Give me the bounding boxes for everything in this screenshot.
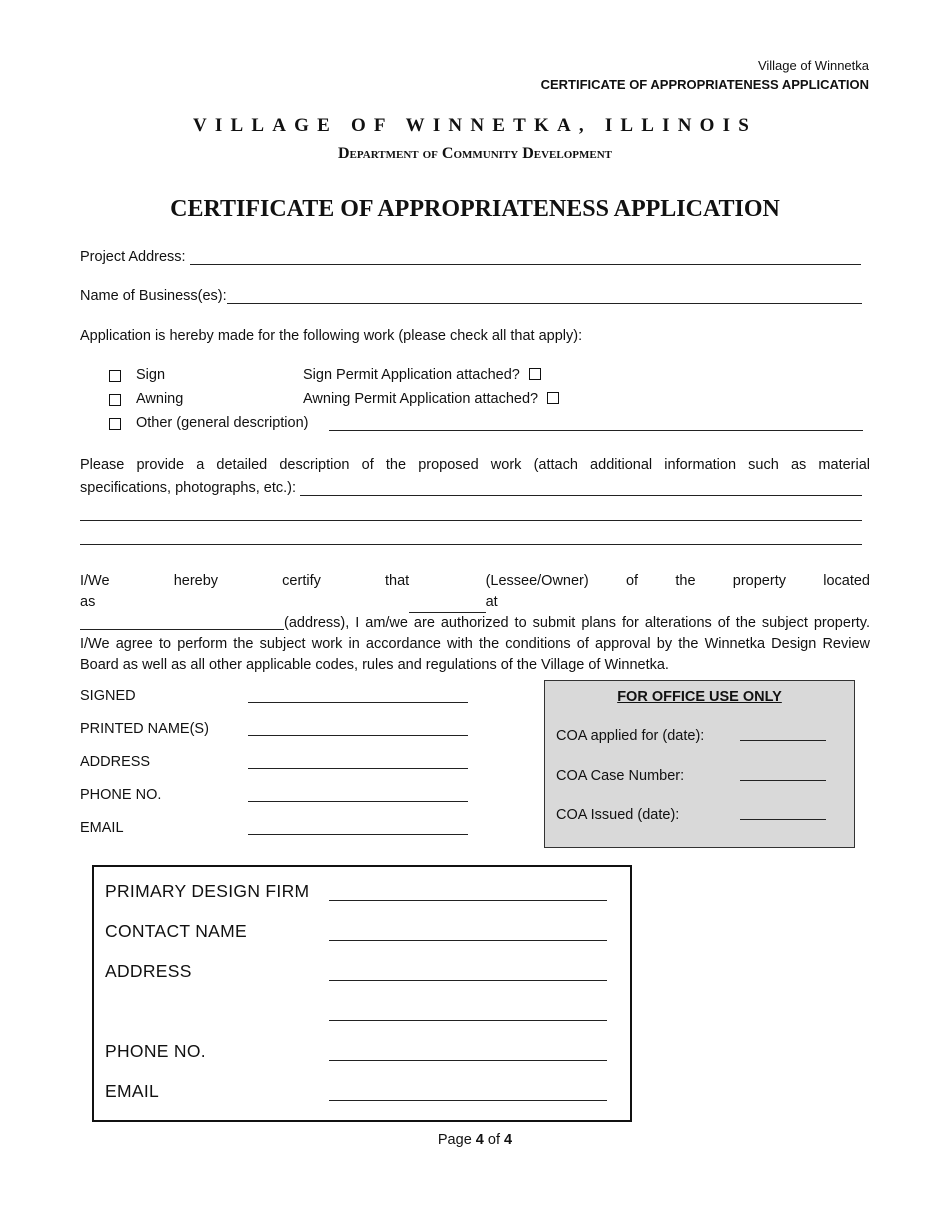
design-address-line-2[interactable]: [329, 1020, 607, 1021]
certification-paragraph: [80, 571, 870, 676]
design-row: [105, 1041, 610, 1065]
other-label: Other (general description): [136, 415, 309, 431]
coa-issued-label: COA Issued (date):: [556, 807, 680, 823]
description-label: specifications, photographs, etc.):: [80, 480, 297, 496]
coa-applied-label: COA applied for (date):: [556, 728, 705, 744]
coa-applied-line[interactable]: [740, 740, 826, 741]
running-header: [541, 56, 869, 94]
other-checkbox[interactable]: [109, 418, 121, 430]
work-item-awning: [109, 391, 864, 415]
project-address-line[interactable]: [190, 249, 861, 265]
phone-line[interactable]: [248, 801, 468, 802]
description-line-1: Please provide a detailed description of the proposed work (attach additional information such as material: [80, 457, 870, 473]
office-use-box: [544, 680, 855, 848]
page-total: 4: [504, 1132, 513, 1148]
description-line-c[interactable]: [80, 530, 862, 545]
other-description-line[interactable]: [329, 416, 863, 431]
property-address-blank[interactable]: [80, 616, 284, 630]
description-line-a[interactable]: [300, 480, 862, 496]
awning-checkbox[interactable]: [109, 394, 121, 406]
coa-case-label: COA Case Number:: [556, 768, 685, 784]
project-address-label: Project Address:: [80, 249, 186, 265]
awning-label: Awning: [136, 391, 184, 407]
business-name-label: Name of Business(es):: [80, 288, 227, 304]
address-line[interactable]: [248, 768, 468, 769]
sign-checkbox[interactable]: [109, 370, 121, 382]
design-phone-line[interactable]: [329, 1060, 607, 1061]
office-use-heading: FOR OFFICE USE ONLY: [617, 689, 782, 705]
description-field[interactable]: [80, 480, 862, 496]
design-address-line[interactable]: [329, 980, 607, 981]
design-row: [105, 1001, 610, 1025]
design-firm-label: PRIMARY DESIGN FIRM: [105, 881, 310, 901]
design-email-line[interactable]: [329, 1100, 607, 1101]
signature-row: [80, 721, 480, 754]
awning-permit-checkbox[interactable]: [547, 392, 559, 404]
email-line[interactable]: [248, 834, 468, 835]
description-line-b[interactable]: [80, 506, 862, 521]
design-firm-box: [92, 865, 632, 1122]
business-name-line[interactable]: [227, 288, 862, 304]
cert-text-3: (address), I am/we are authorized to submit plans for alterations of the subject property. I/We agree to perform the subject work in accordance with the conditions of approval by the Winnetka Design Review Board as well as all other applicable codes, rules and regulations of the Village of Winnetka.: [80, 615, 870, 673]
page-title: CERTIFICATE OF APPROPRIATENESS APPLICATION: [170, 196, 780, 222]
coa-issued-line[interactable]: [740, 819, 826, 820]
design-firm-line[interactable]: [329, 900, 607, 901]
page-number: 4: [475, 1132, 484, 1148]
design-row: [105, 921, 610, 945]
design-address-label: ADDRESS: [105, 961, 192, 981]
cert-text-1: I/We hereby certify that as: [80, 573, 410, 610]
coa-case-line[interactable]: [740, 780, 826, 781]
signed-line[interactable]: [248, 702, 468, 703]
signature-row: [80, 754, 480, 787]
work-intro: Application is hereby made for the following work (please check all that apply):: [80, 328, 583, 344]
signature-row: [80, 787, 480, 820]
sign-permit-question: Sign Permit Application attached?: [303, 367, 520, 383]
signed-label: SIGNED: [80, 688, 136, 704]
work-item-other: [109, 415, 864, 439]
department-name: Department of Community Development: [337, 145, 613, 162]
project-address-field[interactable]: [80, 249, 861, 265]
design-row: [105, 961, 610, 985]
contact-name-line[interactable]: [329, 940, 607, 941]
printed-name-line[interactable]: [248, 735, 468, 736]
lessee-owner-blank[interactable]: [409, 599, 485, 613]
header-org: Village of Winnetka: [757, 58, 869, 73]
design-email-label: EMAIL: [105, 1081, 160, 1101]
printed-name-label: PRINTED NAME(S): [80, 721, 209, 737]
office-row: [556, 807, 826, 827]
page-word: Page: [437, 1132, 472, 1148]
office-row: [556, 768, 826, 788]
signature-row: [80, 688, 480, 721]
office-row: [556, 728, 826, 748]
business-name-field[interactable]: [80, 288, 862, 304]
design-row: [105, 881, 610, 905]
signature-block: [80, 688, 480, 853]
of-word: of: [487, 1132, 500, 1148]
signature-row: [80, 820, 480, 853]
phone-label: PHONE NO.: [80, 787, 162, 803]
sign-permit-checkbox[interactable]: [529, 368, 541, 380]
cert-text-2: (Lessee/Owner) of the property located at: [485, 573, 870, 610]
awning-permit-question: Awning Permit Application attached?: [303, 391, 539, 407]
work-item-sign: [109, 367, 864, 391]
contact-name-label: CONTACT NAME: [105, 921, 247, 941]
email-label: EMAIL: [80, 820, 124, 836]
sign-label: Sign: [136, 367, 166, 383]
header-doc-title: CERTIFICATE OF APPROPRIATENESS APPLICATION: [540, 77, 869, 92]
design-phone-label: PHONE NO.: [105, 1041, 206, 1061]
page-footer: [0, 1132, 950, 1148]
address-label: ADDRESS: [80, 754, 151, 770]
village-name: VILLAGE OF WINNETKA, ILLINOIS: [192, 115, 758, 136]
design-row: [105, 1081, 610, 1105]
